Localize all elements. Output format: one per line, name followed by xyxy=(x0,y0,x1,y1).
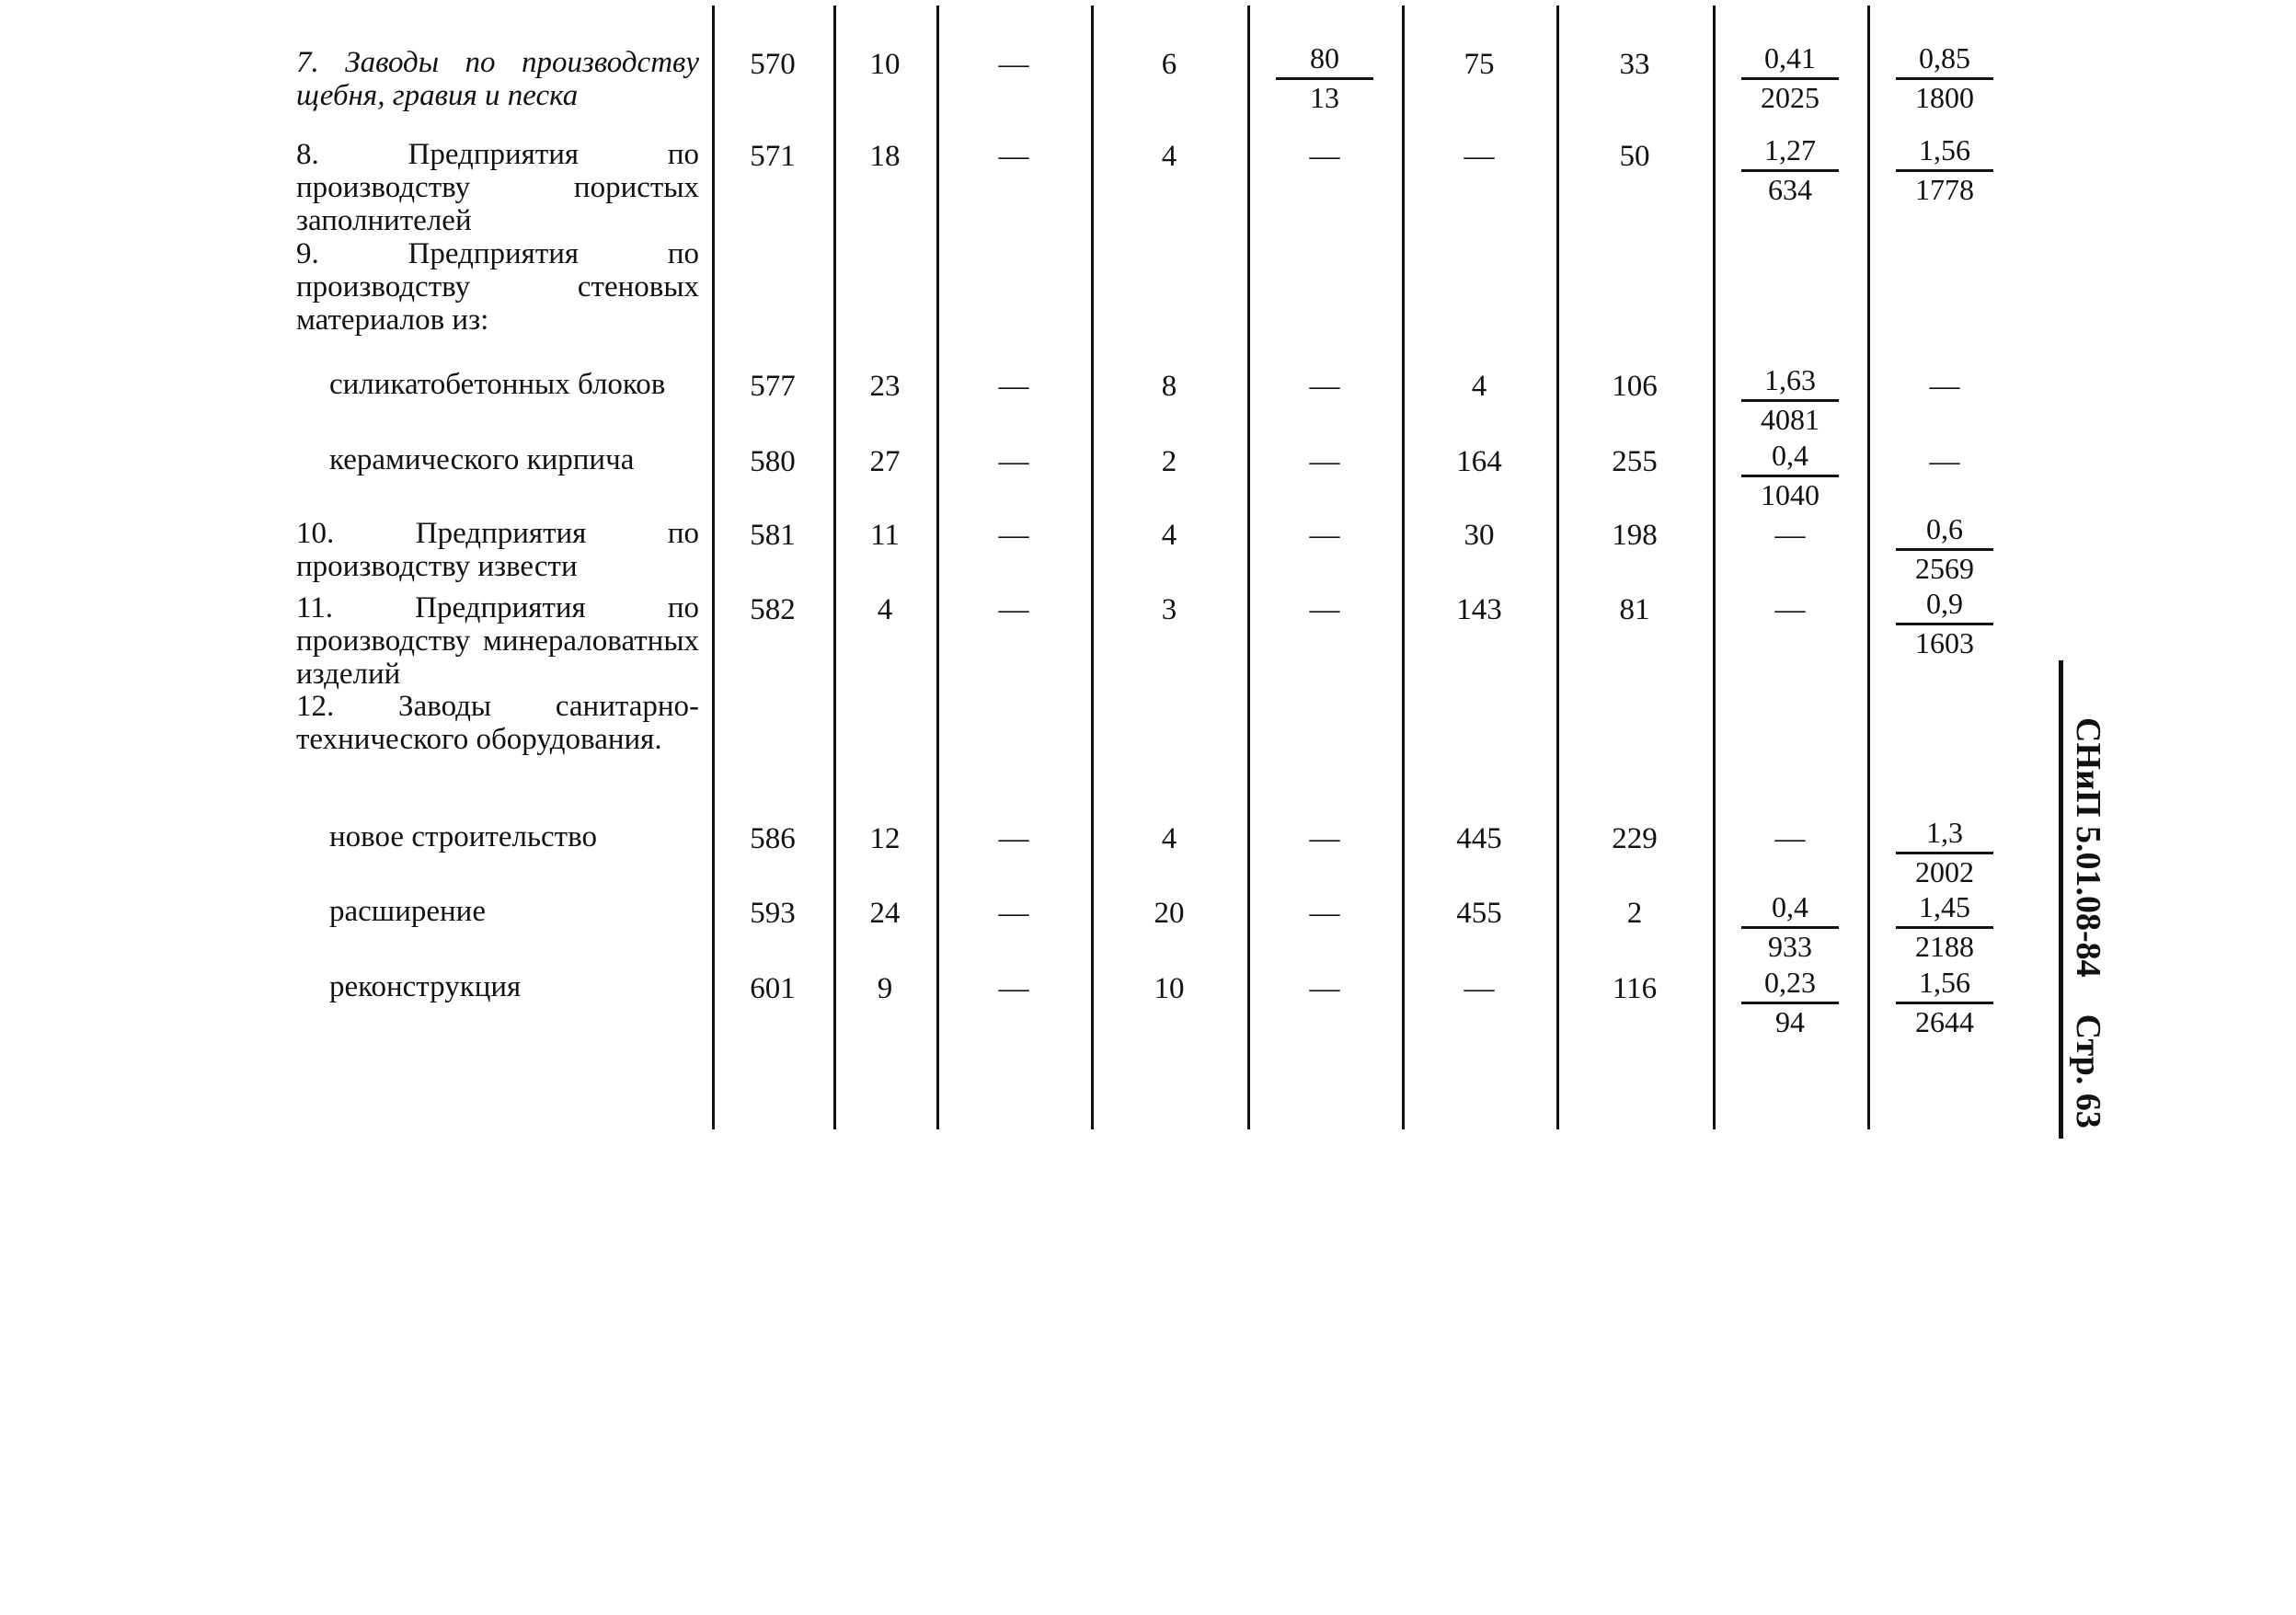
value-cell: 33 xyxy=(1619,48,1650,81)
fraction-numerator: 1,3 xyxy=(1926,816,1963,849)
dash-cell: — xyxy=(1929,445,1960,478)
fraction-bar xyxy=(1741,77,1839,80)
fraction-bar xyxy=(1741,475,1839,477)
fraction-numerator: 1,45 xyxy=(1919,890,1970,923)
value-cell: 4 xyxy=(1161,822,1177,855)
fraction-cell xyxy=(1730,891,1850,962)
row-label: 7. Заводы по производству щебня, гравия и песка xyxy=(296,46,699,112)
fraction-denominator: 634 xyxy=(1768,173,1812,206)
row-label: 8. Предприятия по производству пористых заполнителей xyxy=(296,138,699,237)
fraction-numerator: 1,56 xyxy=(1919,133,1970,166)
value-cell: 577 xyxy=(750,370,796,403)
dash-cell: — xyxy=(998,519,1029,552)
dash-cell: — xyxy=(998,445,1029,478)
fraction-denominator: 1800 xyxy=(1915,81,1974,114)
dash-cell: — xyxy=(1464,140,1495,173)
fraction-numerator: 0,6 xyxy=(1926,512,1963,545)
dash-cell: — xyxy=(998,48,1029,81)
value-cell: 106 xyxy=(1612,370,1658,403)
document-code: СНиП 5.01.08-84 xyxy=(2069,717,2107,978)
fraction-denominator: 1603 xyxy=(1915,626,1974,659)
fraction-bar xyxy=(1276,77,1373,80)
fraction-cell xyxy=(1885,42,2004,113)
row-label: 11. Предприятия по производству минераловатных изделий xyxy=(296,591,699,691)
fraction-bar xyxy=(1896,77,1993,80)
dash-cell: — xyxy=(1929,370,1960,403)
fraction-numerator: 0,23 xyxy=(1764,966,1816,999)
fraction-denominator: 1778 xyxy=(1915,173,1974,206)
dash-cell: — xyxy=(1309,140,1340,173)
value-cell: 10 xyxy=(1154,972,1185,1005)
value-cell: 2 xyxy=(1161,445,1177,478)
fraction-denominator: 1040 xyxy=(1761,478,1820,511)
dash-cell: — xyxy=(1309,897,1340,930)
value-cell: 143 xyxy=(1456,593,1502,626)
dash-cell: — xyxy=(1774,519,1806,552)
dash-cell: — xyxy=(1309,593,1340,626)
row-label: реконструкция xyxy=(329,970,522,1003)
fraction-numerator: 0,41 xyxy=(1764,41,1816,74)
fraction-numerator: 1,56 xyxy=(1919,966,1970,999)
value-cell: 116 xyxy=(1612,972,1658,1005)
value-cell: 164 xyxy=(1456,445,1502,478)
value-cell: 593 xyxy=(750,897,796,930)
value-cell: 4 xyxy=(1161,140,1177,173)
fraction-bar xyxy=(1896,548,1993,551)
fraction-cell xyxy=(1730,134,1850,205)
value-cell: 601 xyxy=(750,972,796,1005)
fraction-cell xyxy=(1730,440,1850,510)
value-cell: 570 xyxy=(750,48,796,81)
value-cell: 229 xyxy=(1612,822,1658,855)
column-rule xyxy=(1247,6,1250,1129)
fraction-cell xyxy=(1730,967,1850,1037)
value-cell: 8 xyxy=(1161,370,1177,403)
fraction-bar xyxy=(1896,623,1993,625)
column-rule xyxy=(833,6,836,1129)
dash-cell: — xyxy=(998,370,1029,403)
column-rule xyxy=(1867,6,1870,1129)
fraction-cell xyxy=(1885,967,2004,1037)
value-cell: 445 xyxy=(1456,822,1502,855)
value-cell: 580 xyxy=(750,445,796,478)
dash-cell: — xyxy=(1309,370,1340,403)
fraction-denominator: 94 xyxy=(1775,1005,1805,1038)
fraction-bar xyxy=(1896,169,1993,172)
fraction-cell xyxy=(1730,42,1850,113)
dash-cell: — xyxy=(1774,593,1806,626)
fraction-denominator: 933 xyxy=(1768,930,1812,963)
fraction-numerator: 0,85 xyxy=(1919,41,1970,74)
fraction-cell xyxy=(1885,588,2004,659)
value-cell: 2 xyxy=(1626,897,1643,930)
fraction-cell xyxy=(1885,891,2004,962)
fraction-numerator: 80 xyxy=(1310,41,1339,74)
fraction-numerator: 0,9 xyxy=(1926,587,1963,620)
fraction-cell xyxy=(1885,513,2004,584)
row-label: 12. Заводы санитарно-технического оборудования. xyxy=(296,690,699,756)
fraction-bar xyxy=(1896,1002,1993,1004)
dash-cell: — xyxy=(1309,972,1340,1005)
dash-cell: — xyxy=(1774,822,1806,855)
fraction-numerator: 1,63 xyxy=(1764,363,1816,396)
value-cell: 75 xyxy=(1464,48,1495,81)
fraction-bar xyxy=(1741,399,1839,402)
fraction-denominator: 4081 xyxy=(1761,403,1820,436)
running-header xyxy=(2061,717,2116,1128)
column-rule xyxy=(1713,6,1716,1129)
value-cell: 12 xyxy=(869,822,901,855)
value-cell: 11 xyxy=(870,519,900,552)
dash-cell: — xyxy=(1464,972,1495,1005)
fraction-denominator: 2569 xyxy=(1915,552,1974,585)
value-cell: 24 xyxy=(869,897,901,930)
column-rule xyxy=(936,6,939,1129)
value-cell: 9 xyxy=(877,972,893,1005)
fraction-bar xyxy=(1741,1002,1839,1004)
value-cell: 571 xyxy=(750,140,796,173)
value-cell: 582 xyxy=(750,593,796,626)
dash-cell: — xyxy=(1309,519,1340,552)
fraction-cell xyxy=(1730,364,1850,435)
dash-cell: — xyxy=(998,972,1029,1005)
value-cell: 30 xyxy=(1464,519,1495,552)
dash-cell: — xyxy=(998,822,1029,855)
column-rule xyxy=(1402,6,1405,1129)
fraction-numerator: 0,4 xyxy=(1772,890,1808,923)
dash-cell: — xyxy=(998,897,1029,930)
fraction-numerator: 1,27 xyxy=(1764,133,1816,166)
column-rule xyxy=(1556,6,1559,1129)
value-cell: 581 xyxy=(750,519,796,552)
value-cell: 20 xyxy=(1154,897,1185,930)
value-cell: 10 xyxy=(869,48,901,81)
column-rule xyxy=(712,6,715,1129)
value-cell: 4 xyxy=(1471,370,1487,403)
column-rule xyxy=(1091,6,1094,1129)
row-label: силикатобетонных блоков xyxy=(329,368,666,401)
value-cell: 50 xyxy=(1619,140,1650,173)
value-cell: 27 xyxy=(869,445,901,478)
row-label: новое строительство xyxy=(329,820,597,853)
value-cell: 18 xyxy=(869,140,901,173)
value-cell: 255 xyxy=(1612,445,1658,478)
fraction-denominator: 2188 xyxy=(1915,930,1974,963)
fraction-cell xyxy=(1885,134,2004,205)
value-cell: 586 xyxy=(750,822,796,855)
fraction-denominator: 13 xyxy=(1310,81,1339,114)
fraction-cell xyxy=(1885,817,2004,888)
fraction-bar xyxy=(1741,926,1839,929)
dash-cell: — xyxy=(1309,822,1340,855)
row-label: 10. Предприятия по производству извести xyxy=(296,517,699,583)
fraction-bar xyxy=(1741,169,1839,172)
dash-cell: — xyxy=(1309,445,1340,478)
value-cell: 198 xyxy=(1612,519,1658,552)
fraction-numerator: 0,4 xyxy=(1772,439,1808,472)
value-cell: 4 xyxy=(877,593,893,626)
row-label: расширение xyxy=(329,895,486,928)
dash-cell: — xyxy=(998,140,1029,173)
fraction-denominator: 2025 xyxy=(1761,81,1820,114)
dash-cell: — xyxy=(998,593,1029,626)
page-number: Стр. 63 xyxy=(2069,1014,2107,1128)
fraction-denominator: 2002 xyxy=(1915,855,1974,888)
value-cell: 455 xyxy=(1456,897,1502,930)
value-cell: 6 xyxy=(1161,48,1177,81)
fraction-cell xyxy=(1265,42,1384,113)
fraction-bar xyxy=(1896,926,1993,929)
value-cell: 3 xyxy=(1161,593,1177,626)
value-cell: 81 xyxy=(1619,593,1650,626)
value-cell: 23 xyxy=(869,370,901,403)
row-label: керамического кирпича xyxy=(329,443,635,476)
value-cell: 4 xyxy=(1161,519,1177,552)
fraction-bar xyxy=(1896,852,1993,854)
fraction-denominator: 2644 xyxy=(1915,1005,1974,1038)
row-label: 9. Предприятия по производству стеновых материалов из: xyxy=(296,237,699,337)
